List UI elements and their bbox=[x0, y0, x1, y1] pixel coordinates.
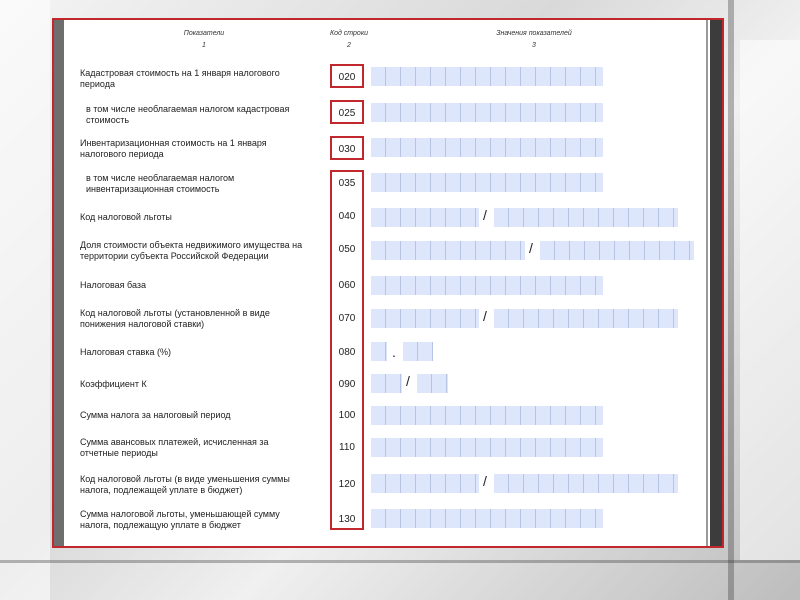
value-field-070-part2[interactable] bbox=[494, 309, 678, 328]
row-label-110: Сумма авансовых платежей, исчисленная за отчетные периоды bbox=[80, 437, 269, 458]
header-col3-title: Значения показателей bbox=[496, 30, 572, 37]
background-line bbox=[728, 0, 734, 600]
header-col1-title: Показатели bbox=[183, 30, 225, 37]
value-field-120-part2[interactable] bbox=[494, 474, 678, 493]
value-field-020[interactable] bbox=[371, 67, 603, 86]
page-spine-right bbox=[710, 20, 722, 546]
row-code-035: 035 bbox=[338, 178, 356, 189]
value-field-090-part2[interactable] bbox=[417, 374, 448, 393]
value-field-080-fraction[interactable] bbox=[403, 342, 433, 361]
value-field-050-part2[interactable] bbox=[540, 241, 694, 260]
header-col2-num: 2 bbox=[347, 42, 351, 49]
header-col3-num: 3 bbox=[532, 42, 536, 49]
row-label-035: в том числе необлагаемая налогом инвентаризационная стоимость bbox=[86, 173, 235, 194]
row-code-020: 020 bbox=[338, 72, 356, 83]
value-field-070-part1[interactable] bbox=[371, 309, 479, 328]
row-code-120: 120 bbox=[338, 479, 356, 490]
background-line bbox=[0, 560, 800, 563]
background-panel bbox=[0, 0, 50, 600]
row-label-040: Код налоговой льготы bbox=[80, 212, 172, 222]
value-field-110[interactable] bbox=[371, 438, 603, 457]
row-code-040: 040 bbox=[338, 211, 356, 222]
page-spine-left bbox=[54, 20, 64, 546]
row-code-100: 100 bbox=[338, 410, 356, 421]
value-field-035[interactable] bbox=[371, 173, 603, 192]
row-code-110: 110 bbox=[339, 442, 355, 453]
row-label-070: Код налоговой льготы (установленной в виде понижения налоговой ставки) bbox=[80, 308, 270, 329]
row-code-030: 030 bbox=[338, 144, 356, 155]
row-code-070: 070 bbox=[338, 313, 356, 324]
value-field-050-part1[interactable] bbox=[371, 241, 525, 260]
row-code-130: 130 bbox=[338, 514, 356, 525]
value-field-040-part2[interactable] bbox=[494, 208, 678, 227]
value-field-025[interactable] bbox=[371, 103, 603, 122]
separator-050: / bbox=[529, 240, 533, 256]
row-label-090: Коэффициент К bbox=[80, 379, 147, 389]
row-label-050: Доля стоимости объекта недвижимого имущества на территории субъекта Российской Федерации bbox=[80, 240, 303, 261]
value-field-100[interactable] bbox=[371, 406, 603, 425]
row-label-130: Сумма налоговой льготы, уменьшающей сумму налога, подлежащую уплате в бюджет bbox=[80, 509, 280, 530]
separator-080: . bbox=[392, 344, 396, 360]
header-col1-num: 1 bbox=[202, 42, 206, 49]
header-col2-title: Код строки bbox=[329, 30, 369, 37]
value-field-130[interactable] bbox=[371, 509, 603, 528]
row-label-030: Инвентаризационная стоимость на 1 января налогового периода bbox=[80, 138, 267, 159]
value-field-030[interactable] bbox=[371, 138, 603, 157]
separator-120: / bbox=[483, 473, 487, 489]
separator-070: / bbox=[483, 308, 487, 324]
row-code-060: 060 bbox=[338, 280, 356, 291]
row-code-090: 090 bbox=[338, 379, 356, 390]
page-spine-line bbox=[706, 20, 708, 546]
separator-040: / bbox=[483, 207, 487, 223]
row-label-060: Налоговая база bbox=[80, 280, 146, 290]
value-field-040-part1[interactable] bbox=[371, 208, 479, 227]
row-code-080: 080 bbox=[338, 347, 356, 358]
row-label-080: Налоговая ставка (%) bbox=[80, 347, 171, 357]
value-field-090-part1[interactable] bbox=[371, 374, 402, 393]
row-label-100: Сумма налога за налоговый период bbox=[80, 410, 231, 420]
value-field-120-part1[interactable] bbox=[371, 474, 479, 493]
row-code-025: 025 bbox=[338, 108, 356, 119]
row-code-050: 050 bbox=[338, 244, 356, 255]
row-label-025: в том числе необлагаемая налогом кадастровая стоимость bbox=[86, 104, 290, 125]
value-field-060[interactable] bbox=[371, 276, 603, 295]
value-field-080-integer[interactable] bbox=[371, 342, 387, 361]
separator-090: / bbox=[406, 373, 410, 389]
row-label-120: Код налоговой льготы (в виде уменьшения суммы налога, подлежащей уплате в бюджет) bbox=[80, 474, 290, 495]
tax-form-frame bbox=[52, 18, 724, 548]
background-panel bbox=[740, 40, 800, 560]
row-label-020: Кадастровая стоимость на 1 января налогового периода bbox=[80, 68, 280, 89]
